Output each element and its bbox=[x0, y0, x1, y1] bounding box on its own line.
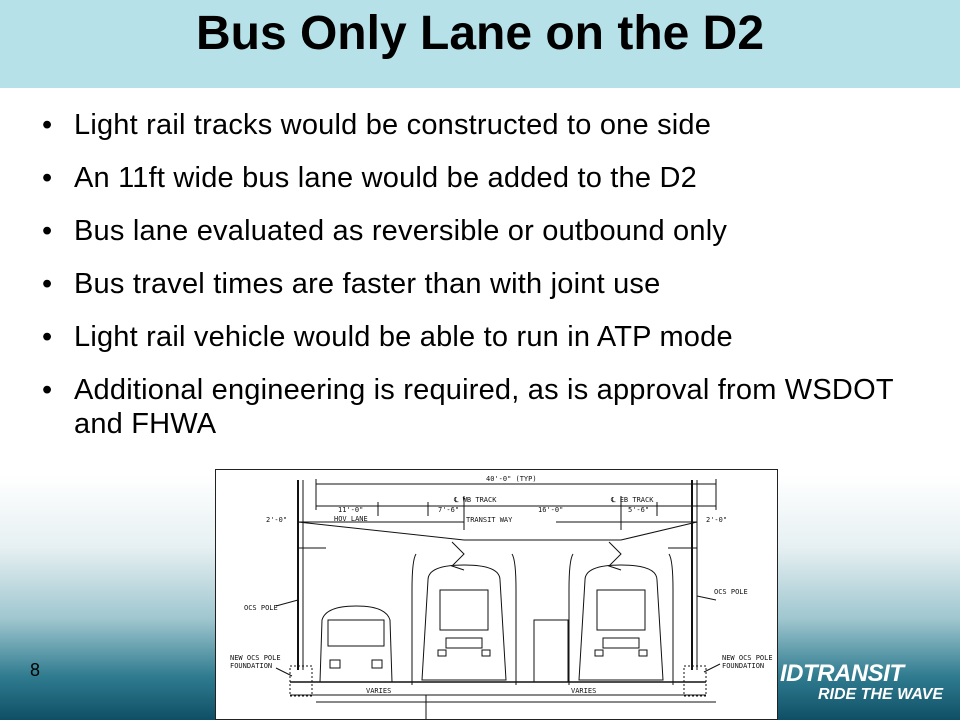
dim-left: 2'-0" bbox=[266, 516, 288, 524]
varies-label-2: VARIES bbox=[571, 687, 597, 695]
dim-b: 16'-0" bbox=[538, 506, 564, 514]
wb-track-label: ℄ WB TRACK bbox=[454, 496, 497, 504]
bullet-dot: • bbox=[42, 321, 53, 353]
bullet-dot: • bbox=[42, 374, 53, 406]
dim-hov: 11'-0" bbox=[338, 506, 364, 514]
transit-way-label: TRANSIT WAY bbox=[466, 516, 513, 524]
logo-tagline: RIDE THE WAVE bbox=[818, 686, 944, 703]
cross-section-drawing bbox=[216, 470, 777, 719]
eb-track-label: ℄ EB TRACK bbox=[611, 496, 654, 504]
foundation-left-2: FOUNDATION bbox=[230, 662, 273, 670]
hov-lane-label: HOV LANE bbox=[334, 515, 368, 523]
varies-label-1: VARIES bbox=[366, 687, 392, 695]
dim-overall: 40'-0" (TYP) bbox=[486, 475, 537, 483]
ocs-pole-left: OCS POLE bbox=[244, 604, 278, 612]
bullet-item: • Additional engineering is required, as is approval from WSDOT and FHWA bbox=[42, 374, 894, 440]
cross-section-diagram bbox=[215, 469, 778, 720]
foundation-right-2: FOUNDATION bbox=[722, 662, 765, 670]
bullet-item: • An 11ft wide bus lane would be added to the D2 bbox=[42, 162, 697, 194]
bullet-dot: • bbox=[42, 215, 53, 247]
dim-right: 2'-0" bbox=[706, 516, 728, 524]
bullet-dot: • bbox=[42, 268, 53, 300]
dim-a: 7'-6" bbox=[438, 506, 460, 514]
bullet-dot: • bbox=[42, 162, 53, 194]
ocs-pole-right: OCS POLE bbox=[714, 588, 748, 596]
transit-logo bbox=[780, 660, 944, 703]
bullet-item: • Light rail tracks would be constructed to one side bbox=[42, 109, 712, 141]
foundation-right-1: NEW OCS POLE bbox=[722, 654, 773, 662]
logo-wordmark: IDTRANSIT bbox=[780, 660, 904, 687]
slide-title: Bus Only Lane on the D2 bbox=[195, 7, 765, 60]
foundation-left-1: NEW OCS POLE bbox=[230, 654, 281, 662]
bullet-list bbox=[40, 108, 930, 460]
bullet-item: • Light rail vehicle would be able to run in ATP mode bbox=[42, 321, 733, 353]
page-number: 8 bbox=[30, 660, 41, 680]
bullet-item: • Bus lane evaluated as reversible or outbound only bbox=[42, 215, 728, 247]
dim-c: 5'-6" bbox=[628, 506, 650, 514]
bullet-item: • Bus travel times are faster than with joint use bbox=[42, 268, 661, 300]
bullet-dot: • bbox=[42, 109, 53, 141]
